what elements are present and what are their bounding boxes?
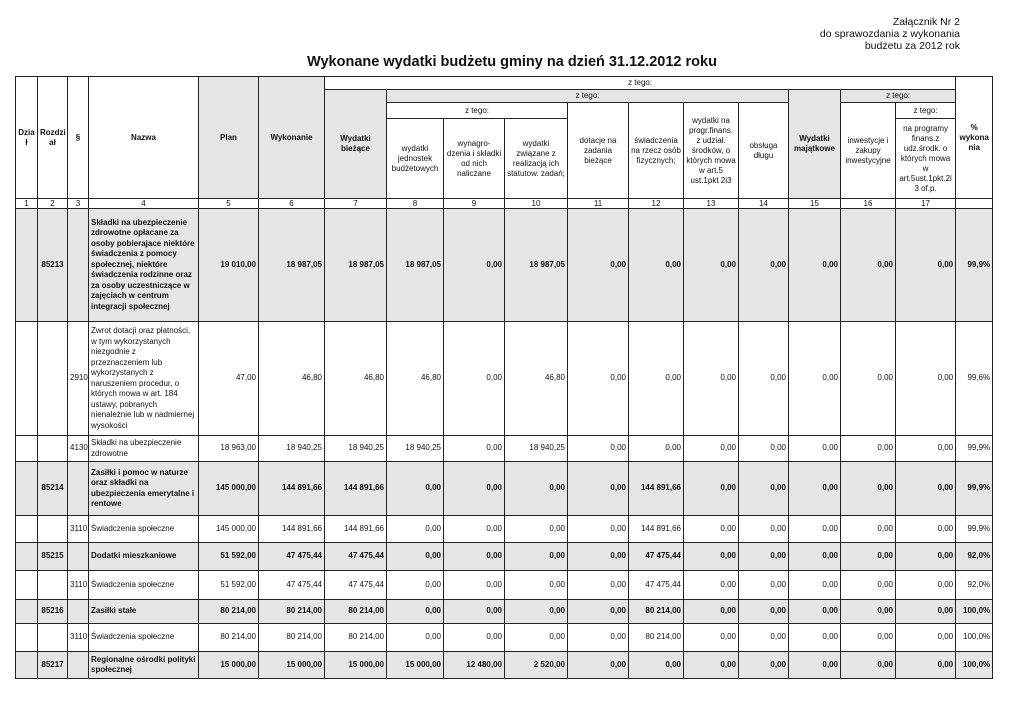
header-wynagrodzenia: wynagro- dzenia i składki od nich naliczane [444, 119, 505, 199]
cell-programy: 0,00 [896, 516, 956, 543]
header-swiadczenia: świadczenia na rzecz osób fizycznych; [629, 103, 684, 199]
cell-rozdzial: 85215 [38, 543, 68, 571]
cell-procent: 100,0% [956, 624, 993, 652]
cell-plan: 51 592,00 [199, 543, 259, 571]
cell-jednostek: 0,00 [387, 571, 444, 600]
cell-wynagrodzenia: 0,00 [444, 322, 505, 436]
cell-obsluga: 0,00 [739, 624, 789, 652]
cell-jednostek: 46,80 [387, 322, 444, 436]
cell-inwestycje: 0,00 [841, 600, 896, 624]
header-dotacje: dotacje na zadania bieżące [568, 103, 629, 199]
cell-obsluga: 0,00 [739, 652, 789, 679]
cell-progr: 0,00 [684, 624, 739, 652]
column-number: 12 [629, 199, 684, 209]
cell-procent: 100,0% [956, 652, 993, 679]
cell-rozdzial: 85217 [38, 652, 68, 679]
cell-majatkowe: 0,00 [789, 571, 841, 600]
cell-dotacje: 0,00 [568, 543, 629, 571]
header-wydatki-biezace: Wydatki bieżące [325, 90, 387, 199]
cell-biezace: 47 475,44 [325, 543, 387, 571]
column-number: 15 [789, 199, 841, 209]
column-number: 2 [38, 199, 68, 209]
cell-paragraf [68, 600, 89, 624]
cell-majatkowe: 0,00 [789, 624, 841, 652]
cell-zwiazane: 0,00 [505, 600, 568, 624]
cell-wynagrodzenia: 0,00 [444, 543, 505, 571]
cell-procent: 99,9% [956, 436, 993, 462]
cell-inwestycje: 0,00 [841, 209, 896, 322]
cell-obsluga: 0,00 [739, 462, 789, 516]
cell-progr: 0,00 [684, 462, 739, 516]
cell-jednostek: 15 000,00 [387, 652, 444, 679]
cell-programy: 0,00 [896, 624, 956, 652]
cell-nazwa: Świadczenia społeczne [89, 571, 199, 600]
cell-paragraf [68, 652, 89, 679]
cell-biezace: 18 940,25 [325, 436, 387, 462]
cell-paragraf [68, 543, 89, 571]
cell-nazwa: Dodatki mieszkaniowe [89, 543, 199, 571]
cell-biezace: 18 987,05 [325, 209, 387, 322]
cell-dzial [16, 624, 38, 652]
cell-inwestycje: 0,00 [841, 571, 896, 600]
cell-biezace: 144 891,66 [325, 516, 387, 543]
cell-paragraf: 3110 [68, 571, 89, 600]
column-number: 6 [259, 199, 325, 209]
cell-programy: 0,00 [896, 209, 956, 322]
cell-programy: 0,00 [896, 322, 956, 436]
cell-obsluga: 0,00 [739, 436, 789, 462]
cell-majatkowe: 0,00 [789, 322, 841, 436]
cell-inwestycje: 0,00 [841, 462, 896, 516]
cell-plan: 145 000,00 [199, 516, 259, 543]
header-rozdzial: Rozdzi ał [38, 77, 68, 199]
cell-dzial [16, 652, 38, 679]
cell-rozdzial [38, 624, 68, 652]
cell-nazwa: Składki na ubezpieczenie zdrowotne opłacane za osoby pobierajace niektóre świadczenia z pomocy społecznej, niektóre świadczenia rodzinne oraz za osoby uczestniczące w zajęciach w centrum integracji społecznej [89, 209, 199, 322]
cell-jednostek: 0,00 [387, 600, 444, 624]
cell-wynagrodzenia: 12 480,00 [444, 652, 505, 679]
cell-rozdzial: 85213 [38, 209, 68, 322]
budget-table [15, 76, 993, 679]
cell-jednostek: 0,00 [387, 462, 444, 516]
cell-progr: 0,00 [684, 652, 739, 679]
cell-zwiazane: 18 940,25 [505, 436, 568, 462]
cell-biezace: 144 891,66 [325, 462, 387, 516]
cell-progr: 0,00 [684, 600, 739, 624]
cell-wynagrodzenia: 0,00 [444, 516, 505, 543]
cell-wykonanie: 46,80 [259, 322, 325, 436]
cell-wykonanie: 18 987,05 [259, 209, 325, 322]
header-wydatki-majatkowe: Wydatki majątkowe [789, 90, 841, 199]
cell-nazwa: Regionalne ośrodki polityki społecznej [89, 652, 199, 679]
cell-jednostek: 0,00 [387, 516, 444, 543]
cell-nazwa: Świadczenia społeczne [89, 624, 199, 652]
cell-zwiazane: 2 520,00 [505, 652, 568, 679]
cell-wynagrodzenia: 0,00 [444, 436, 505, 462]
cell-obsluga: 0,00 [739, 571, 789, 600]
header-wykonanie: Wykonanie [259, 77, 325, 199]
cell-wykonanie: 80 214,00 [259, 600, 325, 624]
cell-inwestycje: 0,00 [841, 652, 896, 679]
cell-progr: 0,00 [684, 209, 739, 322]
cell-plan: 19 010,00 [199, 209, 259, 322]
cell-swiadczenia: 0,00 [629, 652, 684, 679]
header-dzial: Dzia ł [16, 77, 38, 199]
cell-inwestycje: 0,00 [841, 436, 896, 462]
cell-zwiazane: 0,00 [505, 516, 568, 543]
cell-programy: 0,00 [896, 543, 956, 571]
cell-inwestycje: 0,00 [841, 624, 896, 652]
column-number: 5 [199, 199, 259, 209]
table-body [16, 209, 993, 679]
header-wydatki-zwiazane: wydatki związane z realizacją ich statutow. zadań; [505, 119, 568, 199]
column-number: 9 [444, 199, 505, 209]
cell-majatkowe: 0,00 [789, 462, 841, 516]
cell-dotacje: 0,00 [568, 600, 629, 624]
annex-note [820, 16, 960, 52]
cell-procent: 99,9% [956, 462, 993, 516]
cell-zwiazane: 0,00 [505, 624, 568, 652]
cell-procent: 99,9% [956, 516, 993, 543]
cell-programy: 0,00 [896, 600, 956, 624]
cell-plan: 80 214,00 [199, 600, 259, 624]
column-number: 1 [16, 199, 38, 209]
cell-rozdzial [38, 571, 68, 600]
header-z-tego-4: z tego: [387, 103, 568, 119]
header-wydatki-jednostek: wydatki jednostek budżetowych [387, 119, 444, 199]
cell-obsluga: 0,00 [739, 322, 789, 436]
header-paragraf: § [68, 77, 89, 199]
header-z-tego-1: z tego: [325, 77, 956, 90]
column-number: 7 [325, 199, 387, 209]
cell-plan: 145 000,00 [199, 462, 259, 516]
cell-wykonanie: 144 891,66 [259, 516, 325, 543]
cell-dzial [16, 600, 38, 624]
cell-biezace: 80 214,00 [325, 600, 387, 624]
cell-dotacje: 0,00 [568, 516, 629, 543]
column-number: 17 [896, 199, 956, 209]
cell-biezace: 80 214,00 [325, 624, 387, 652]
cell-wykonanie: 144 891,66 [259, 462, 325, 516]
column-number: 3 [68, 199, 89, 209]
cell-dzial [16, 571, 38, 600]
cell-programy: 0,00 [896, 436, 956, 462]
cell-paragraf [68, 209, 89, 322]
cell-wykonanie: 47 475,44 [259, 543, 325, 571]
cell-majatkowe: 0,00 [789, 600, 841, 624]
column-number: 8 [387, 199, 444, 209]
cell-progr: 0,00 [684, 543, 739, 571]
cell-dzial [16, 209, 38, 322]
cell-plan: 15 000,00 [199, 652, 259, 679]
header-plan: Plan [199, 77, 259, 199]
cell-biezace: 46,80 [325, 322, 387, 436]
cell-zwiazane: 0,00 [505, 571, 568, 600]
cell-progr: 0,00 [684, 322, 739, 436]
table-row [16, 571, 993, 600]
cell-majatkowe: 0,00 [789, 543, 841, 571]
cell-wynagrodzenia: 0,00 [444, 600, 505, 624]
annex-line-2: do sprawozdania z wykonania [819, 28, 960, 40]
cell-wynagrodzenia: 0,00 [444, 209, 505, 322]
cell-zwiazane: 0,00 [505, 543, 568, 571]
cell-wynagrodzenia: 0,00 [444, 462, 505, 516]
cell-biezace: 47 475,44 [325, 571, 387, 600]
cell-dotacje: 0,00 [568, 322, 629, 436]
cell-plan: 51 592,00 [199, 571, 259, 600]
cell-inwestycje: 0,00 [841, 322, 896, 436]
table-row [16, 462, 993, 516]
cell-rozdzial [38, 436, 68, 462]
cell-rozdzial [38, 322, 68, 436]
cell-dotacje: 0,00 [568, 624, 629, 652]
cell-swiadczenia: 47 475,44 [629, 543, 684, 571]
column-number: 16 [841, 199, 896, 209]
cell-nazwa: Świadczenia społeczne [89, 516, 199, 543]
cell-dotacje: 0,00 [568, 652, 629, 679]
column-number: 11 [568, 199, 629, 209]
cell-nazwa: Składki na ubezpieczenie zdrowotne [89, 436, 199, 462]
cell-dzial [16, 322, 38, 436]
cell-dotacje: 0,00 [568, 436, 629, 462]
cell-progr: 0,00 [684, 436, 739, 462]
cell-wykonanie: 18 940,25 [259, 436, 325, 462]
header-nazwa: Nazwa [89, 77, 199, 199]
cell-programy: 0,00 [896, 462, 956, 516]
cell-obsluga: 0,00 [739, 600, 789, 624]
cell-rozdzial [38, 516, 68, 543]
cell-majatkowe: 0,00 [789, 436, 841, 462]
cell-wykonanie: 15 000,00 [259, 652, 325, 679]
cell-rozdzial: 85216 [38, 600, 68, 624]
cell-jednostek: 18 987,05 [387, 209, 444, 322]
cell-procent: 99,6% [956, 322, 993, 436]
cell-wynagrodzenia: 0,00 [444, 624, 505, 652]
table-row [16, 543, 993, 571]
cell-jednostek: 18 940,25 [387, 436, 444, 462]
cell-zwiazane: 18 987,05 [505, 209, 568, 322]
cell-majatkowe: 0,00 [789, 652, 841, 679]
cell-nazwa: Zasiłki i pomoc w naturze oraz składki na ubezpieczenia emerytalne i rentowe [89, 462, 199, 516]
header-z-tego-5: z tego: [896, 103, 956, 119]
cell-obsluga: 0,00 [739, 516, 789, 543]
cell-dzial [16, 543, 38, 571]
cell-zwiazane: 0,00 [505, 462, 568, 516]
cell-swiadczenia: 0,00 [629, 322, 684, 436]
column-number [956, 199, 993, 209]
cell-procent: 100,0% [956, 600, 993, 624]
header-wydatki-progr: wydatki na progr.finans. z udział. środków, o których mowa w art.5 ust.1pkt 2i3 [684, 103, 739, 199]
cell-swiadczenia: 144 891,66 [629, 462, 684, 516]
cell-procent: 99,9% [956, 209, 993, 322]
cell-paragraf: 2910 [68, 322, 89, 436]
table-row [16, 436, 993, 462]
cell-obsluga: 0,00 [739, 209, 789, 322]
cell-progr: 0,00 [684, 516, 739, 543]
header-z-tego-3: z tego: [841, 90, 956, 103]
table-row [16, 516, 993, 543]
cell-wykonanie: 47 475,44 [259, 571, 325, 600]
table-row [16, 652, 993, 679]
cell-plan: 18 963,00 [199, 436, 259, 462]
cell-jednostek: 0,00 [387, 543, 444, 571]
cell-dotacje: 0,00 [568, 571, 629, 600]
cell-paragraf: 4130 [68, 436, 89, 462]
header-z-tego-2: z tego: [387, 90, 789, 103]
cell-programy: 0,00 [896, 571, 956, 600]
cell-progr: 0,00 [684, 571, 739, 600]
cell-zwiazane: 46,80 [505, 322, 568, 436]
cell-swiadczenia: 144 891,66 [629, 516, 684, 543]
cell-procent: 92,0% [956, 571, 993, 600]
cell-wynagrodzenia: 0,00 [444, 571, 505, 600]
cell-inwestycje: 0,00 [841, 543, 896, 571]
table-row [16, 624, 993, 652]
header-programy: na programy finans.z udz.środk. o których mowa w art.5ust.1pkt.2i 3 of.p. [896, 119, 956, 199]
header-inwestycje: inwestycje i zakupy inwestycyjne [841, 103, 896, 199]
table-row [16, 600, 993, 624]
table-row [16, 209, 993, 322]
cell-swiadczenia: 0,00 [629, 209, 684, 322]
cell-swiadczenia: 47 475,44 [629, 571, 684, 600]
cell-dotacje: 0,00 [568, 462, 629, 516]
cell-procent: 92,0% [956, 543, 993, 571]
cell-inwestycje: 0,00 [841, 516, 896, 543]
page-title: Wykonane wydatki budżetu gminy na dzień 31.12.2012 roku [307, 54, 717, 70]
column-number: 13 [684, 199, 739, 209]
column-number: 4 [89, 199, 199, 209]
cell-paragraf: 3110 [68, 624, 89, 652]
annex-line-1: Załącznik Nr 2 [892, 16, 960, 28]
cell-paragraf [68, 462, 89, 516]
header-procent: % wykona nia [956, 77, 993, 199]
cell-nazwa: Zasiłki stałe [89, 600, 199, 624]
cell-dotacje: 0,00 [568, 209, 629, 322]
cell-swiadczenia: 80 214,00 [629, 624, 684, 652]
annex-line-3: budżetu za 2012 rok [864, 40, 960, 52]
cell-dzial [16, 436, 38, 462]
cell-dzial [16, 462, 38, 516]
cell-obsluga: 0,00 [739, 543, 789, 571]
cell-plan: 80 214,00 [199, 624, 259, 652]
header-obsluga: obsługa długu [739, 103, 789, 199]
cell-majatkowe: 0,00 [789, 209, 841, 322]
cell-rozdzial: 85214 [38, 462, 68, 516]
cell-swiadczenia: 0,00 [629, 436, 684, 462]
cell-biezace: 15 000,00 [325, 652, 387, 679]
cell-plan: 47,00 [199, 322, 259, 436]
column-numbers-row [16, 199, 993, 209]
cell-jednostek: 0,00 [387, 624, 444, 652]
cell-paragraf: 3110 [68, 516, 89, 543]
column-number: 10 [505, 199, 568, 209]
cell-majatkowe: 0,00 [789, 516, 841, 543]
column-number: 14 [739, 199, 789, 209]
cell-programy: 0,00 [896, 652, 956, 679]
cell-dzial [16, 516, 38, 543]
table-row [16, 322, 993, 436]
cell-wykonanie: 80 214,00 [259, 624, 325, 652]
cell-nazwa: Zwrot dotacji oraz płatności, w tym wykorzystanych niezgodnie z przeznaczeniem lub wykorzystanych z naruszeniem procedur, o których mowa w art. 184 ustawy, pobranych nienależnie lub w nadmiernej wysokości [89, 322, 199, 436]
cell-swiadczenia: 80 214,00 [629, 600, 684, 624]
